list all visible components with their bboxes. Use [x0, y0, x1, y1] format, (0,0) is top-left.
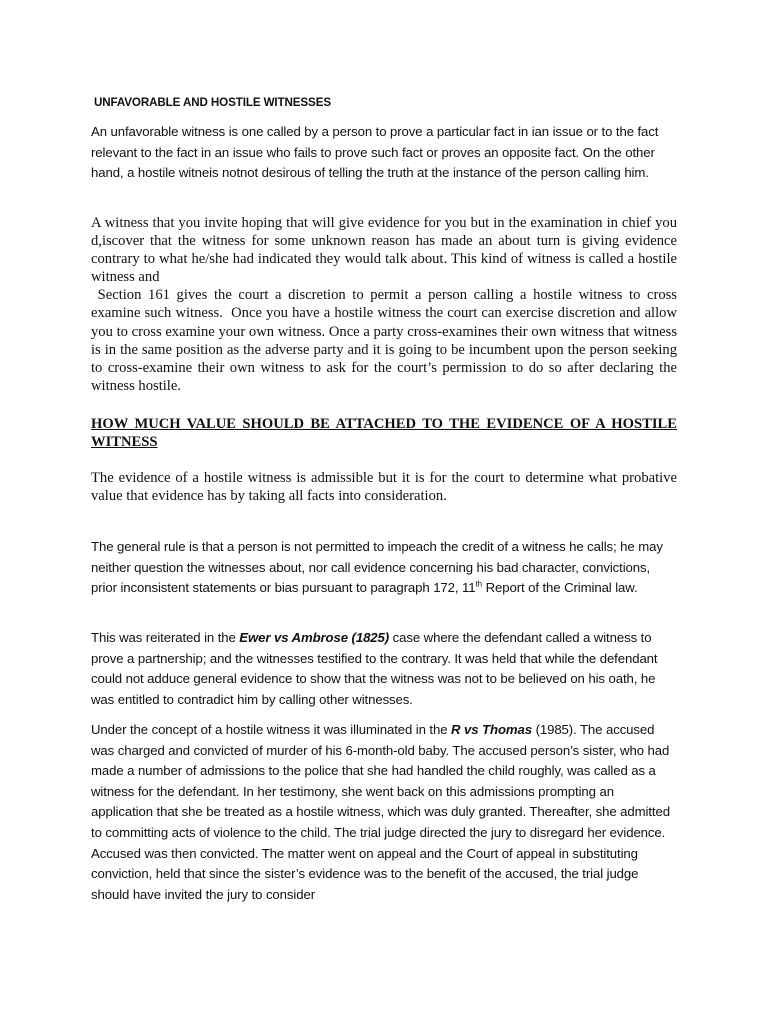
case-name-r-vs-thomas: R vs Thomas — [451, 722, 532, 737]
document-title: UNFAVORABLE AND HOSTILE WITNESSES — [94, 96, 331, 109]
general-rule-text: The general rule is that a person is not permitted to impeach the credit of a witness he calls; he may neither question the witnesses about, nor call evidence concerning his bad character, convictions, prior inconsistent statements or bias pursuant to paragraph 172, 11 — [91, 539, 663, 596]
paragraph-general-rule — [91, 537, 677, 599]
ewer-body-text: case where the defendant called a witness to prove a partnership; and the witnesses testified to the contrary. It was held that while the defendant could not adduce general evidence to show that the witness was not to be believed on his oath, he was entitled to contradict him by calling other witnesses. — [91, 630, 658, 707]
paragraph-hostile-witness-text: A witness that you invite hoping that will give evidence for you but in the examination in chief you d,iscover that the witness for some unknown reason has made an about turn is giving evidence contrary to what he/she had indicated they would talk about. This kind of witness is called a hostile witness and — [91, 215, 677, 286]
thomas-body-text: (1985). The accused was charged and convicted of murder of his 6-month-old baby. The accused person’s sister, who had made a number of admissions to the police that she had handled the child roughly, was called as a witness for the defendant. In her testimony, she went back on this admissions prompting an application that she be treated as a hostile witness, which was duly granted. Thereafter, she admitted to committing acts of violence to the child. The trial judge directed the jury to disregard her evidence. Accused was then convicted. The matter went on appeal and the Court of appeal in substituting conviction, held that since the sister’s evidence was to the benefit of the accused, the trial judge should have invited the jury to consider — [91, 722, 670, 902]
paragraph-section-161: Section 161 gives the court a discretion to permit a person calling a hostile witness to cross examine such witness. Once you have a hostile witness the court can exercise discretion and allow you to cross examine your own witness. Once a party cross-examines their own witness that witness is in the same position as the adverse party and it is going to be incumbent upon the person seeking to cross-examine their own witness to ask for the court’s permission to do so after declaring the witness hostile. — [91, 287, 681, 394]
paragraph-hostile-witness-definition — [91, 214, 681, 395]
case-name-ewer-vs-ambrose: Ewer vs Ambrose — [239, 630, 348, 645]
paragraph-ewer-vs-ambrose — [91, 628, 677, 710]
paragraph-unfavorable-witness: An unfavorable witness is one called by a person to prove a particular fact in ian issue or to the fact relevant to the fact in an issue who fails to prove such fact or proves an opposite fact. On the other hand, a hostile witneis notnot desirous of telling the truth at the instance of the person calling him. — [91, 124, 659, 181]
ordinal-suffix: th — [475, 579, 482, 589]
general-rule-text-end: Report of the Criminal law. — [482, 580, 638, 596]
case-year-1825: (1825) — [347, 630, 390, 645]
ewer-intro-text: This was reiterated in the — [91, 630, 240, 645]
thomas-intro-text: Under the concept of a hostile witness it was illuminated in the — [91, 722, 452, 737]
paragraph-admissibility: The evidence of a hostile witness is admissible but it is for the court to determine what probative value that evidence has by taking all facts into consideration. — [91, 470, 677, 505]
paragraph-r-vs-thomas — [91, 720, 677, 905]
section-heading-value-of-evidence: HOW MUCH VALUE SHOULD BE ATTACHED TO THE EVIDENCE OF A HOSTILE WITNESS — [91, 416, 677, 451]
